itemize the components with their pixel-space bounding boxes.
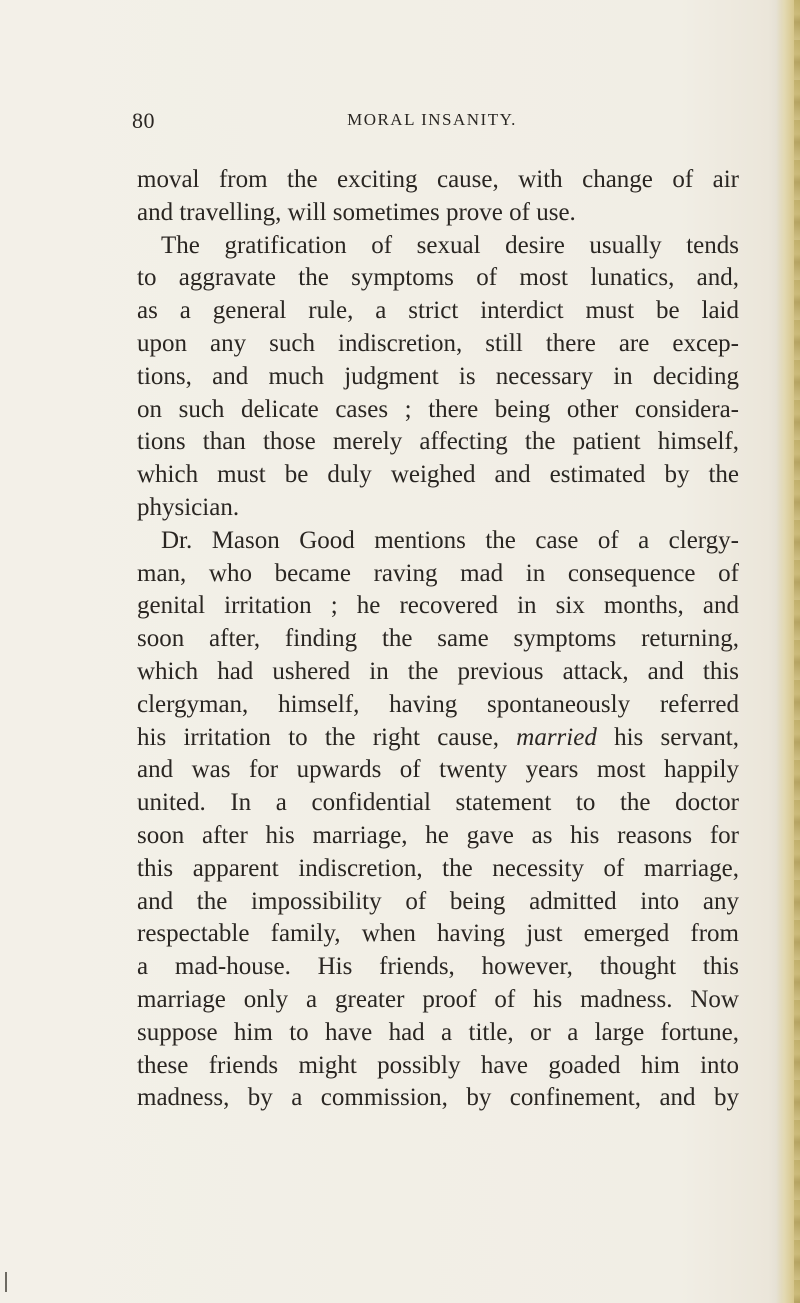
- text-line: as a general rule, a strict interdict must be laid: [137, 297, 739, 325]
- text-line: clergyman, himself, having spontaneously referred: [137, 690, 739, 718]
- text-line: [137, 722, 739, 755]
- text-line: upon any such indiscretion, still there are excep-: [137, 329, 739, 357]
- text-line: these friends might possibly have goaded him into: [137, 1051, 739, 1079]
- text-line: soon after, finding the same symptoms returning,: [137, 625, 739, 653]
- text-line: which must be duly weighed and estimated by the: [137, 461, 739, 489]
- text-line: physician.: [137, 493, 240, 521]
- text-line: moval from the exciting cause, with change of air: [137, 166, 739, 193]
- text-line: united. In a confidential statement to the doctor: [137, 789, 739, 817]
- binding-edge: [776, 0, 800, 1303]
- text-line: a mad-house. His friends, however, thought this: [137, 953, 739, 981]
- text-line: Dr. Mason Good mentions the case of a clergy-: [161, 526, 739, 554]
- text-line: which had ushered in the previous attack, and this: [137, 657, 739, 685]
- text-run: his servant,: [596, 723, 739, 751]
- text-line: genital irritation ; he recovered in six months, and: [137, 592, 739, 620]
- text-line: marriage only a greater proof of his madness. Now: [137, 985, 739, 1013]
- text-run: his irritation to the right cause,: [137, 723, 517, 751]
- body-text: [137, 164, 739, 1115]
- text-line: to aggravate the symptoms of most lunatics, and,: [137, 264, 739, 292]
- page-header: [132, 108, 732, 138]
- page-number: 80: [132, 108, 155, 133]
- text-line: man, who became raving mad in consequence of: [137, 559, 739, 587]
- text-line: The gratification of sexual desire usually tends: [161, 231, 739, 259]
- italic-word: married: [516, 723, 597, 751]
- text-line: tions, and much judgment is necessary in deciding: [137, 362, 739, 390]
- text-line: and travelling, will sometimes prove of use.: [137, 198, 576, 226]
- text-line: madness, by a commission, by confinement, and by: [137, 1084, 739, 1112]
- text-line: soon after his marriage, he gave as his reasons for: [137, 821, 739, 849]
- text-line: suppose him to have had a title, or a large fortune,: [137, 1018, 739, 1046]
- margin-mark: [5, 1272, 7, 1292]
- text-line: tions than those merely affecting the patient himself,: [137, 428, 739, 456]
- text-line: and the impossibility of being admitted into any: [137, 887, 739, 915]
- text-line: this apparent indiscretion, the necessity of marriage,: [137, 854, 739, 882]
- text-line: respectable family, when having just emerged from: [137, 920, 739, 948]
- running-head: MORAL INSANITY.: [347, 110, 517, 129]
- text-line: on such delicate cases ; there being other considera-: [137, 395, 739, 423]
- text-line: and was for upwards of twenty years most happily: [137, 756, 739, 784]
